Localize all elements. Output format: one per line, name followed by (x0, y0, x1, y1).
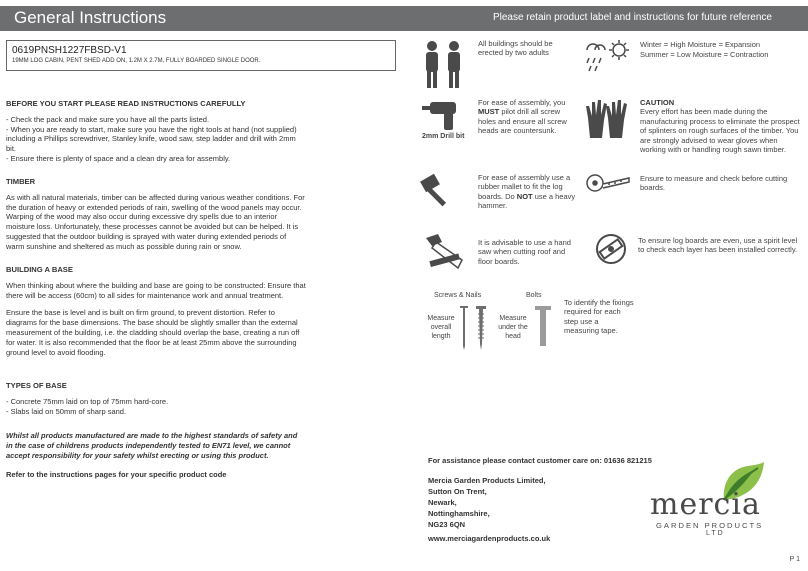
logo-sub: GARDEN PRODUCTS (656, 521, 764, 530)
header-note: Please retain product label and instructions for future reference (492, 12, 772, 23)
before-line-2: - When you are ready to start, make sure you have the right tools at hand (not supplied) including a Phillips screwdriver, Stanley knife, wood saw, step ladder and drill with 2mm bit. (6, 124, 297, 154)
gloves-icon (584, 98, 630, 142)
screw-nail-icon (456, 304, 492, 350)
measure-head-label: Measure under the head (498, 315, 528, 340)
page-title: General Instructions (14, 8, 167, 27)
header-bar (0, 6, 808, 31)
hand-saw-icon (422, 232, 466, 272)
two-adults-icon (420, 40, 468, 90)
tape-measure-icon (585, 172, 631, 194)
saw-text: It is advisable to use a hand saw when cutting roof and floor boards. (478, 238, 571, 266)
refer-note: Refer to the instructions pages for your specific product code (6, 470, 227, 479)
weather-icon (583, 38, 633, 74)
caution-text: CAUTION Every effort has been made during the manufacturing process to eliminate the prospect of splinters on rough surfaces of the timber. You are strongly advised to wear gloves when working with or handling rough sawn timber. (640, 98, 800, 155)
product-description: 19MM LOG CABIN, PENT SHED ADD ON, 1.2M X 2.7M, FULLY BOARDED SINGLE DOOR. (12, 58, 261, 64)
before-section (6, 99, 306, 164)
level-text: To ensure log boards are even, use a spirit level to check each layer has been installed correctly. (638, 236, 798, 255)
timber-heading: TIMBER (6, 177, 36, 186)
moisture-text-1: Winter = High Moisture = Expansion (640, 40, 761, 49)
timber-section (6, 177, 306, 252)
types-heading: TYPES OF BASE (6, 381, 67, 390)
before-heading: BEFORE YOU START PLEASE READ INSTRUCTIONS CAREFULLY (6, 99, 246, 108)
customer-care: For assistance please contact customer care on: 01636 821215 (428, 456, 652, 465)
types-section (6, 381, 306, 416)
mallet-text: For ease of assembly use a rubber mallet to fit the log boards. Do NOT use a heavy hammer. (478, 173, 576, 211)
logo-ltd: LTD (706, 530, 725, 537)
measure-overall-label: Measure overall length (427, 315, 455, 340)
spirit-level-icon (594, 232, 628, 266)
base-text-2: Ensure the base is level and is built on firm ground, to prevent distortion. Refer to diagrams for the base dimensions. The base should be slightly smaller than the external measurement of the building, i.e. the cladding should overlap the base, creating a run off for water. It is also recommended that the floor be at least 25mm above the surrounding ground level to avoid flooding. (6, 308, 300, 357)
before-line-1: - Check the pack and make sure you have all the parts listed. (6, 114, 210, 124)
safety-disclaimer: Whilst all products manufactured are made to the highest standards of safety and in the case of childrens products independently tested to EN71 level, we cannot accept responsibility for your safety whilst erecting or using this product. (6, 431, 298, 460)
timber-text: As with all natural materials, timber can be affected during various weather conditions. For the duration of heavy or extended periods of rain, swelling of the wood panels may occur. Warping of the wood may also occur during excessive dry spells due to an interior moisture loss. Unfortunately, these processes cannot be avoided but can be helped. It is suggested that the outdoor building is sprayed with water during extended periods of warm sunshine and sheltered as much as possible during rain or snow. (6, 192, 305, 251)
before-line-3: - Ensure there is plenty of space and a clean dry area for assembly. (6, 153, 231, 163)
types-line-1: - Concrete 75mm laid on top of 75mm hard-core. (6, 396, 169, 406)
base-text-1: When thinking about where the building and base are going to be constructed: Ensure that there will be access (60cm) to all sides for maintenance work and annual treatment. (6, 280, 306, 300)
fixings-text: To identify the fixings required for each step use a measuring tape. (564, 298, 634, 336)
product-code-box (6, 40, 396, 71)
bolts-label: Bolts (526, 292, 542, 299)
drill-text: For ease of assembly, you MUST pilot drill all screw holes and ensure all screw heads are countersunk. (478, 98, 567, 136)
page-number: P 1 (789, 556, 800, 563)
bolt-icon (534, 304, 552, 348)
website-link[interactable]: www.merciagardenproducts.co.uk (428, 534, 551, 543)
drill-icon (420, 98, 466, 132)
product-code: 0619PNSH1227FBSD-V1 (12, 45, 127, 56)
base-section (6, 265, 306, 357)
moisture-text-2: Summer = Low Moisture = Contraction (640, 50, 769, 59)
adults-text: All buildings should be erected by two adults (478, 39, 553, 58)
company-address: Mercia Garden Products Limited, Sutton On Trent, Newark, Nottinghamshire, NG23 6QN (428, 476, 546, 529)
drill-bit-label: 2mm Drill bit (422, 133, 465, 140)
types-line-2: - Slabs laid on 50mm of sharp sand. (6, 406, 127, 416)
logo-name: mercia (650, 487, 761, 522)
base-heading: BUILDING A BASE (6, 265, 73, 274)
screws-nails-label: Screws & Nails (434, 292, 482, 299)
measure-text: Ensure to measure and check before cutting boards. (640, 174, 788, 193)
mallet-icon (420, 173, 454, 209)
